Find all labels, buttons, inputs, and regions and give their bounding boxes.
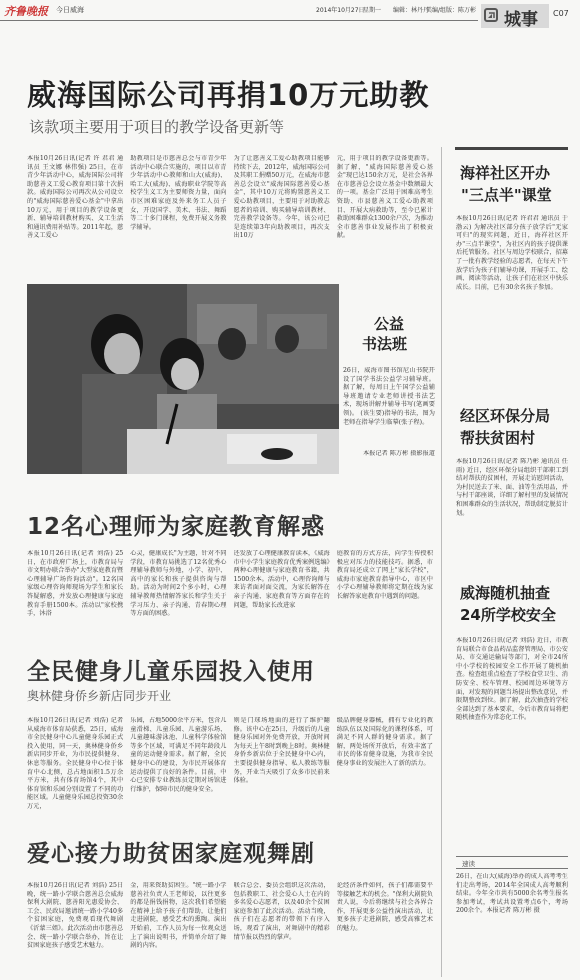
page-number: C07 [553,9,569,18]
story3-col-1: 本报10月26日讯(记者 刘浩) 记者从威海市体育局获悉，25日，威海市全民健身中心儿童健身乐园正式投入使用，同一天，奥林健身侨乡新店同步开业，为市民提供健身、休息等服务。全民健身中心位于体育中心北侧，总占地面积1.5万余平方米，共有体育场馆4个，其中体育馆和乐园分别设置了不同的功能区域。儿童健身乐园总投资30余万元， [27,717,124,810]
section-arrow-icon [484,8,498,22]
photo-caption-text: 26日，威海市图书馆尼山书院开设了国学书法公益学习辅导班。据了解，每周日上午国学公益辅导班邀请专业老师讲授书法艺术，现场讲解并辅导书写(笔画要领)。 (该生要)指导的书法，图为老师在指导学生临摹(张子程)。 [343,367,435,426]
photo-caption-title-1: 公益 [374,315,405,333]
sidebar-divider [441,147,442,977]
story3-col-4: 级品牌健身器械，拥有专业化的教练队伍以及国际化的课程体系，可满足不同人群的健身需求。据了解，两处场所开放后，有效丰富了市民的体育健身设施，为我市全民健身事业的发展注入了新的活力。 [336,717,433,767]
story2-col-4: 庭教育的方式方法，向学生传授积极应对压力的技能技巧。据悉，市教育局还成立了网上"家长学校"，威海市家庭教育指导中心，市区中小学心理辅导教师将定期在线为家长解答家庭教育中遇到的问题。 [336,550,433,600]
quick-read-heading: 速读 [462,860,475,868]
edition-label: 今日威海 [56,6,84,14]
story2-col-3: 还发放了心理健康教育读本，《威海市中小学生家庭教育优秀案例选编》两种心理健康与家庭教育书籍，共1500余本。活动中，心理咨询师与来访者面对面交流，为家长解答在亲子沟通、家庭教育等方面存在的问题，帮助家长改进家 [233,550,330,609]
story4-col-3: 联合总会、委员会组织这次活动，包括教职工、社会爱心人士在内的多名爱心志愿者，以及40余个贫困家庭参加了此次活动。活动当晚，孩子们在志愿者的带领下有序入场，观看了演出，对舞剧中的精彩情节报以热烈的掌声。 [233,882,330,941]
section-tab [481,4,549,28]
story4-col-1: 本报10月26日讯(记者 刘浩) 25日晚，统一路小学联合慈善总会威海保利大剧院、慈善阳光惠爱协会、工会、民政局邀请统一路小学40多个贫困家庭，免费观看现代舞剧《沂蒙三姐》。此次活动由市慈善总会、统一路小学联合举办，旨在让贫困家庭孩子感受艺术魅力。 [27,882,124,950]
story3-headline: 全民健身儿童乐园投入使用 [27,659,315,685]
lead-col-1: 本报10月26日讯(记者 许 君君 通讯员 王文娜 林伟强) 25日，在市青少年活动中心，威海国际公司将助慈善义工爱心教育项目第十次捐款。威海国际公司再次从公司设立的"威海国际慈善爱心基金"中拿出10万元，用于项目的教学设备更新、辅导培训教材购买、义工生活和通讯费用补贴等。2011年起，慈善义工爱心 [27,155,124,240]
story4-body [27,882,433,974]
side2-headline-2: 帮扶贫困村 [460,429,536,447]
lead-col-4: 元，用于项目的教学设备更新等。据了解，"威海国际慈善爱心基金"现已达150余万元，是社会各界在市慈善总会设立基金中数额最大的一项。基金广泛用于困难高考生资助、市县慈善义工爱心助教项目、开展大病救助等，至今已累计救助困难群众1300余户次，为推动全市慈善事业发展作出了积极贡献。 [336,155,433,240]
story4-col-4: 论经济条件如何，孩子们都需要平等接触艺术的机会。"保利大剧院负责人说，今后将继续与社会各界合作，开展更多公益性演出活动，让更多孩子走进剧院，感受高雅艺术的魅力。 [336,882,433,932]
lead-col-2: 助教项目是市慈善总会与市青少年活动中心联合实施的，项目以市青少年活动中心教师和山大(威海)、哈工大(威海)、威海职业学院等高校学生义工为主要师资力量，面向市区困难家庭及外来务工人员子女，开设国学、美术、书法、舞蹈等二十多门课程，免费开展义务教学辅导。 [130,155,227,231]
photo-caption-title-2: 书法班 [362,335,408,353]
page-header [0,0,580,30]
sidebar-top-bar [455,147,568,150]
side1-headline-2: "三点半"课堂 [461,186,552,204]
side2-headline-1: 经区环保分局 [460,407,551,425]
masthead-logo: 齐鲁晚报 [4,5,48,18]
lead-headline: 威海国际公司再捐10万元助教 [27,78,430,112]
story2-col-1: 本报10月26日讯(记者 刘浩) 25日，在市政府广场上，市教育局与市文明办联合举办"大型家庭教育暨心理辅导广场咨询活动"。12名国家级心理咨询师现场为学生和家长答疑解惑，并发放心理健康与家庭教育手册1500本。活动以"家校携手，沐浴 [27,550,124,618]
story3-subheadline: 奥林健身侨乡新店同步开业 [27,689,172,703]
side2-text: 本报10月26日讯(记者 陈乃彬 通讯员 任雨) 近日，经区环保分局组织干部职工到结对帮扶的贫困村，开展走访慰问活动，为村民送去了米、面、油等生活用品，并与村干部座谈，详细了解村里的发展情况和困难群众的生活状况，帮助制定脱贫计划。 [456,458,568,517]
quick-read-text: 26日，在山大(威海)举办的成人高考考生们走出考场，2014年全国成人高考顺利结束。今年全市共有5000余名考生报名参加考试，考试共设置考点6个，考场200余个。本报记者 陈万彬 摄 [456,873,568,915]
quick-read-rule [456,868,568,869]
story4-col-2: 金，用来资助贫困生。"统一路小学慈善社负责人王老师说，以往更多的都是捐钱捐物，这次我们希望能在精神上给予孩子们帮助，让他们走进剧院，感受艺术的熏陶。演出开始前，工作人员为每一位观众送上了演出说明书，并简单介绍了舞剧的内容。 [130,882,227,950]
header-rule [0,20,478,21]
photo-credit: 本报记者 陈万彬 摄影报道 [363,450,435,457]
section-name: 城事 [504,10,538,30]
story3-col-3: 则是门球场地面的进行了维护翻修。该中心在25日，升级后的儿童健身乐园对外免费开放，开放时间为每天上午8时到晚上8时。奥林健身侨乡新店位于全民健身中心内，主要提供健身指导、私人教练等服务，开业当天吸引了众多市民前来体验。 [233,717,330,785]
lead-subheadline: 该款项主要用于项目的教学设备更新等 [29,118,285,136]
side1-text: 本报10月26日讯(记者 许君君 通讯员 于渤云) 为解决社区部分孩子放学后"无家可归"的现实问题，近日，海祥社区开办"三点半课堂"，为社区内的孩子提供课后托管服务。社区与周边学校联合，招募了一批有教学经验的志愿者，在每天下午放学后为孩子们辅导功课，开展手工、绘画、阅读等活动，让孩子们在社区中快乐成长。目前，已有30余名孩子参加。 [456,215,568,291]
header-designer: 美编/组版：陈万彬 [426,7,477,14]
side3-headline-2: 24所学校安全 [460,606,556,624]
quick-read-box [456,856,568,975]
side1-headline-1: 海祥社区开办 [460,164,551,182]
header-editor: 编辑：林丹丹 [393,7,430,14]
story4-headline: 爱心接力助贫困家庭观舞剧 [27,841,315,867]
story3-col-2: 乐园，占地5000余平方米，包含儿童滑梯、儿童乐园、儿童游乐场、儿童趣味游泳池、儿童科学体验馆等多个区域，可满足不同年龄段儿童的运动健身需求。据了解，全民健身中心的建设，为市民开展体育运动提供了良好的条件。目前，中心已安排专业教练员定期对场馆进行维护，保障市民的健身安全。 [130,717,227,793]
story2-headline: 12名心理师为家庭教育解惑 [27,514,326,540]
story2-body [27,550,433,638]
story2-col-2: 心灵，健康成长"为主题，针对不同学段，市教育局挑选了12名优秀心理辅导教师与外地，小学、初中、高中的家长和孩子提供咨询与帮助。活动为时间2个多小时，心理辅导教师热情解答家长和学生关于学习压力、亲子沟通、青春期心理等方面的困惑。 [130,550,227,618]
calligraphy-photo [27,284,339,474]
header-weekday: 星期一 [363,7,382,14]
header-date: 2014年10月27日 [316,7,365,14]
story3-body [27,717,433,817]
lead-col-3: 为了让慈善义工爱心助教项目能够持续下去，2012年，威海国际公司及其职工捐赠50万元，在威海市慈善总会设立"威海国际慈善爱心基金"，其中10万元将购置慈善义工爱心助教项目，主要用于对助教志愿者的培训、购买辅导培训教材、完善教学设备等。今年，该公司已是连续第3年向助教项目，再次支出10万 [233,155,330,240]
side3-headline-1: 威海随机抽查 [460,584,551,602]
side3-text: 本报10月26日讯(记者 刘浩) 近日，市教育局联合市食品药品监督管理局、市公安局、市交通运输局等部门，对全市24所中小学校的校园安全工作开展了随机抽查。检查组重点检查了学校食堂卫生、消防安全、校车管理、校园周边环境等方面，对发现的问题当场提出整改意见，并限期整改到位。据了解，此次抽查的学校全部达到了基本要求，今后市教育局将把随机抽查作为常态化工作。 [456,637,568,722]
lead-body [27,155,433,263]
